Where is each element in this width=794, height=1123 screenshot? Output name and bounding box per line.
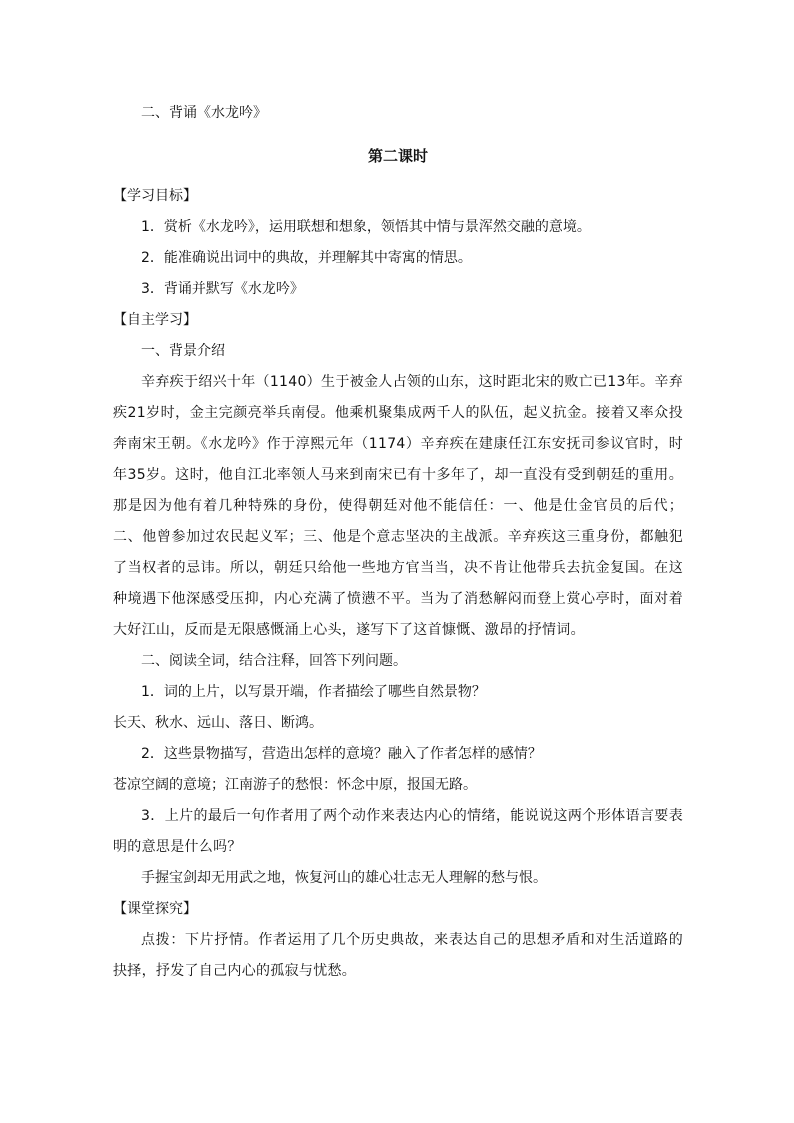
section-heading-explore: 【课堂探究】 xyxy=(113,901,197,917)
question-3: 3．上片的最后一句作者用了两个动作来表达内心的情绪，能说说这两个形体语言要表明的意思是什么吗？ xyxy=(113,808,683,855)
answer-2: 苍凉空阔的意境；江南游子的愁恨：怀念中原，报国无路。 xyxy=(113,777,477,793)
section-heading-self-study: 【自主学习】 xyxy=(113,312,197,328)
lesson-title: 第二课时 xyxy=(367,147,428,165)
section-heading-goals: 【学习目标】 xyxy=(113,188,197,204)
hint-paragraph: 点拨：下片抒情。作者运用了几个历史典故，来表达自己的思想矛盾和对生活道路的抉择，抒发了自己内心的孤寂与忧愁。 xyxy=(113,932,683,979)
question-1: 1．词的上片，以写景开端，作者描绘了哪些自然景物？ xyxy=(141,684,486,700)
goal-item-2: 2．能准确说出词中的典故，并理解其中寄寓的情思。 xyxy=(141,250,472,266)
answer-1: 长天、秋水、远山、落日、断鸿。 xyxy=(113,715,323,731)
goal-item-3: 3．背诵并默写《水龙吟》 xyxy=(141,281,304,297)
question-2: 2．这些景物描写，营造出怎样的意境？融入了作者怎样的感情？ xyxy=(141,746,542,762)
document-body xyxy=(113,98,683,987)
recite-item: 二、背诵《水龙吟》 xyxy=(141,105,267,121)
answer-3: 手握宝剑却无用武之地，恢复河山的雄心壮志无人理解的愁与恨。 xyxy=(141,870,547,886)
reading-heading: 二、阅读全词，结合注释，回答下列问题。 xyxy=(141,653,407,669)
goal-item-1: 1．赏析《水龙吟》，运用联想和想象，领悟其中情与景浑然交融的意境。 xyxy=(141,219,591,235)
background-paragraph: 辛弃疾于绍兴十年（1140）生于被金人占领的山东，这时距北宋的败亡已13年。辛弃疾21岁时，金主完颜亮举兵南侵。他乘机聚集成两千人的队伍，起义抗金。接着又率众投奔南宋王朝。《水龙吟》作于淳熙元年（1174）辛弃疾在建康任江东安抚司参议官时，时年35岁。这时，他自江北率领人马来到南宋已有十多年了，却一直没有受到朝廷的重用。那是因为他有着几种特殊的身份，使得朝廷对他不能信任：一、他是仕金官员的后代；二、他曾参加过农民起义军；三、他是个意志坚决的主战派。辛弃疾这三重身份，都触犯了当权者的忌讳。所以，朝廷只给他一些地方官当当，决不肯让他带兵去抗金复国。在这种境遇下他深感受压抑，内心充满了愤懑不平。当为了消愁解闷而登上赏心亭时，面对着大好江山，反而是无限感慨涌上心头，遂写下了这首慷慨、激昂的抒情词。 xyxy=(113,374,683,638)
background-heading: 一、背景介绍 xyxy=(141,343,225,359)
